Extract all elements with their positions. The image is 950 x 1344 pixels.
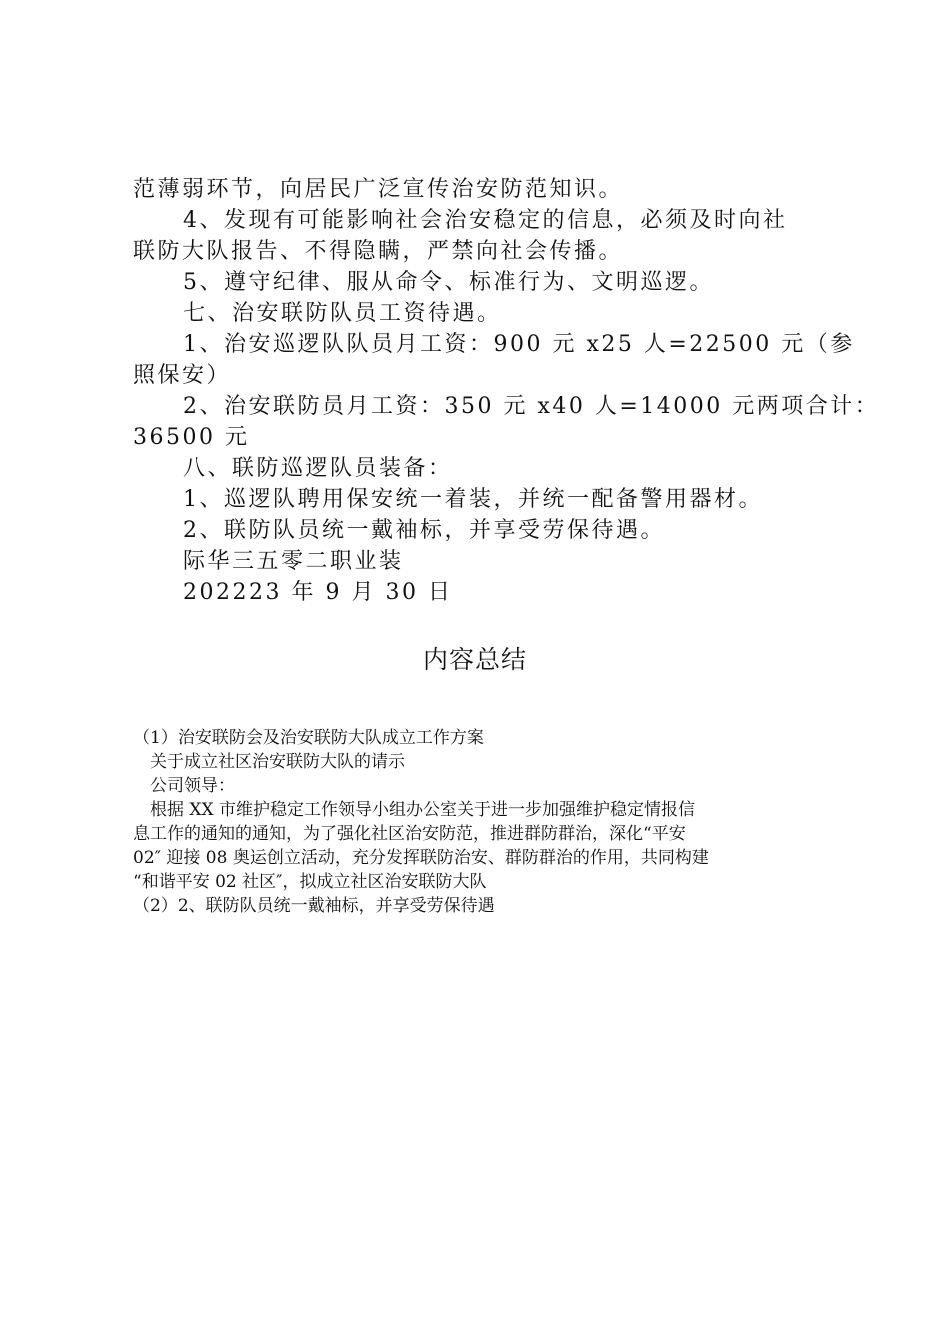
body-line: 36500 元 bbox=[133, 425, 250, 450]
body-line: 照保安） bbox=[133, 363, 232, 388]
body-line: 4、发现有可能影响社会治安稳定的信息，必须及时向社 bbox=[183, 208, 788, 233]
section-heading: 八、联防巡逻队员装备： bbox=[183, 456, 453, 481]
summary-line: 息工作的通知的通知，为了强化社区治安防范，推进群防群治，深化“平安 bbox=[133, 824, 686, 844]
summary-line: 关于成立社区治安联防大队的请示 bbox=[150, 752, 405, 772]
body-line: 2、联防队员统一戴袖标，并享受劳保待遇。 bbox=[183, 518, 665, 543]
body-line: 联防大队报告、不得隐瞒，严禁向社会传播。 bbox=[133, 239, 624, 264]
summary-line: 根据 XX 市维护稳定工作领导小组办公室关于进一步加强维护稳定情报信 bbox=[150, 800, 696, 820]
summary-text bbox=[133, 726, 833, 918]
body-line: 2、治安联防员月工资：350 元 x40 人=14000 元两项合计： bbox=[183, 394, 880, 419]
summary-line: 公司领导： bbox=[150, 776, 235, 796]
summary-line: “和谐平安 02 社区″，拟成立社区治安联防大队 bbox=[133, 872, 487, 892]
body-line: 5、遵守纪律、服从命令、标准行为、文明巡逻。 bbox=[183, 270, 714, 295]
signature-organization: 际华三五零二职业装 bbox=[183, 549, 404, 574]
signature-date: 202223 年 9 月 30 日 bbox=[183, 580, 453, 605]
section-heading: 七、治安联防队员工资待遇。 bbox=[183, 301, 502, 326]
summary-line: （1）治安联防会及治安联防大队成立工作方案 bbox=[133, 728, 484, 748]
body-line: 1、治安巡逻队队员月工资：900 元 x25 人=22500 元（参 bbox=[183, 332, 855, 357]
body-text bbox=[133, 174, 880, 608]
body-line: 范薄弱环节，向居民广泛宣传治安防范知识。 bbox=[133, 177, 624, 202]
summary-title: 内容总结 bbox=[422, 645, 527, 674]
summary-line: 02″ 迎接 08 奥运创立活动，充分发挥联防治安、群防群治的作用，共同构建 bbox=[133, 848, 709, 868]
body-line: 1、巡逻队聘用保安统一着装，并统一配备警用器材。 bbox=[183, 487, 763, 512]
summary-line: （2）2、联防队员统一戴袖标，并享受劳保待遇 bbox=[133, 896, 495, 916]
